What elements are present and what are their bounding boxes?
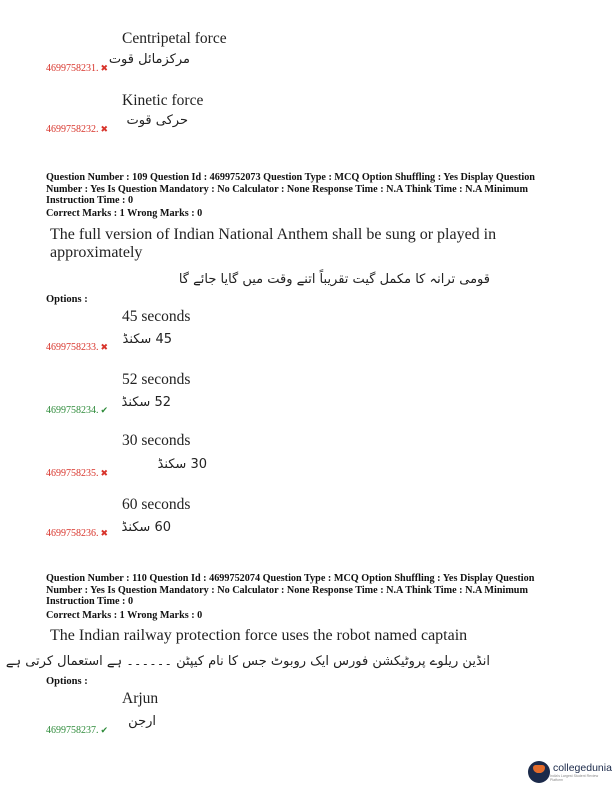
- check-icon: ✔: [100, 406, 109, 416]
- option-id: [46, 124, 108, 135]
- cross-icon: ✖: [100, 125, 109, 135]
- option-text-ur: 45 سکنڈ: [122, 332, 172, 347]
- option-text-en: Centripetal force: [122, 30, 227, 47]
- cross-icon: ✖: [100, 469, 109, 479]
- graduation-cap-icon: [528, 761, 550, 783]
- check-icon: ✔: [100, 726, 109, 736]
- option-id: [46, 342, 108, 353]
- option-id: [46, 468, 108, 479]
- question-marks: Correct Marks : 1 Wrong Marks : 0: [46, 610, 203, 621]
- cross-icon: ✖: [100, 343, 109, 353]
- cross-icon: ✖: [100, 64, 109, 74]
- option-id: [46, 405, 108, 416]
- cross-icon: ✖: [100, 529, 109, 539]
- option-text-en: Kinetic force: [122, 92, 204, 109]
- question-text-en: The Indian railway protection force uses the robot named captain: [50, 627, 468, 644]
- option-text-ur: 52 سکنڈ: [121, 395, 171, 410]
- question-meta: Question Number : 109 Question Id : 4699752073 Question Type : MCQ Option Shuffling : Yes Display Question Number : Yes Is Question Mandatory : No Calculator : None Response Time : N.A Think Time : N.A Minimum Instruction Time : 0: [46, 172, 535, 207]
- options-label: Options :: [46, 294, 88, 305]
- option-text-en: 52 seconds: [122, 371, 191, 388]
- option-text-ur: 30 سکنڈ: [157, 457, 207, 472]
- option-id: [46, 528, 108, 539]
- option-text-en: 60 seconds: [122, 496, 191, 513]
- question-text-ur: قومی ترانہ کا مکمل گیت تقریباً اتنے وقت میں گایا جائے گا: [178, 272, 490, 287]
- option-id-number: 4699758234.: [46, 405, 99, 416]
- option-text-en: 45 seconds: [122, 308, 191, 325]
- option-text-en: Arjun: [122, 690, 159, 707]
- question-text-ur: انڈین ریلوے پروٹیکشن فورس ایک روبوٹ جس کا نام کیپٹن ۔۔۔۔۔۔ ہے استعمال کرتی ہے: [5, 654, 490, 669]
- question-marks: Correct Marks : 1 Wrong Marks : 0: [46, 208, 203, 219]
- option-text-ur: مرکزمائل قوت: [108, 52, 190, 67]
- option-id-number: 4699758232.: [46, 124, 99, 135]
- question-meta: Question Number : 110 Question Id : 4699752074 Question Type : MCQ Option Shuffling : Yes Display Question Number : Yes Is Question Mandatory : No Calculator : None Response Time : N.A Think Time : N.A Minimum Instruction Time : 0: [46, 573, 535, 608]
- options-label: Options :: [46, 676, 88, 687]
- logo-tagline: India's Largest Student Review Platform: [549, 773, 599, 782]
- option-text-ur: ارجن: [128, 714, 156, 729]
- option-id-number: 4699758235.: [46, 468, 99, 479]
- collegedunia-logo: [528, 761, 612, 783]
- option-id-number: 4699758233.: [46, 342, 99, 353]
- option-id-number: 4699758237.: [46, 725, 99, 736]
- logo-name: collegedunia: [552, 761, 612, 774]
- question-text-en: The full version of Indian National Anthem shall be sung or played in approximately: [50, 226, 497, 261]
- option-id-number: 4699758231.: [46, 63, 99, 74]
- option-id: [46, 63, 108, 74]
- option-text-en: 30 seconds: [122, 432, 191, 449]
- option-id: [46, 725, 108, 736]
- option-id-number: 4699758236.: [46, 528, 99, 539]
- option-text-ur: حرکی قوت: [126, 113, 188, 128]
- option-text-ur: 60 سکنڈ: [121, 520, 171, 535]
